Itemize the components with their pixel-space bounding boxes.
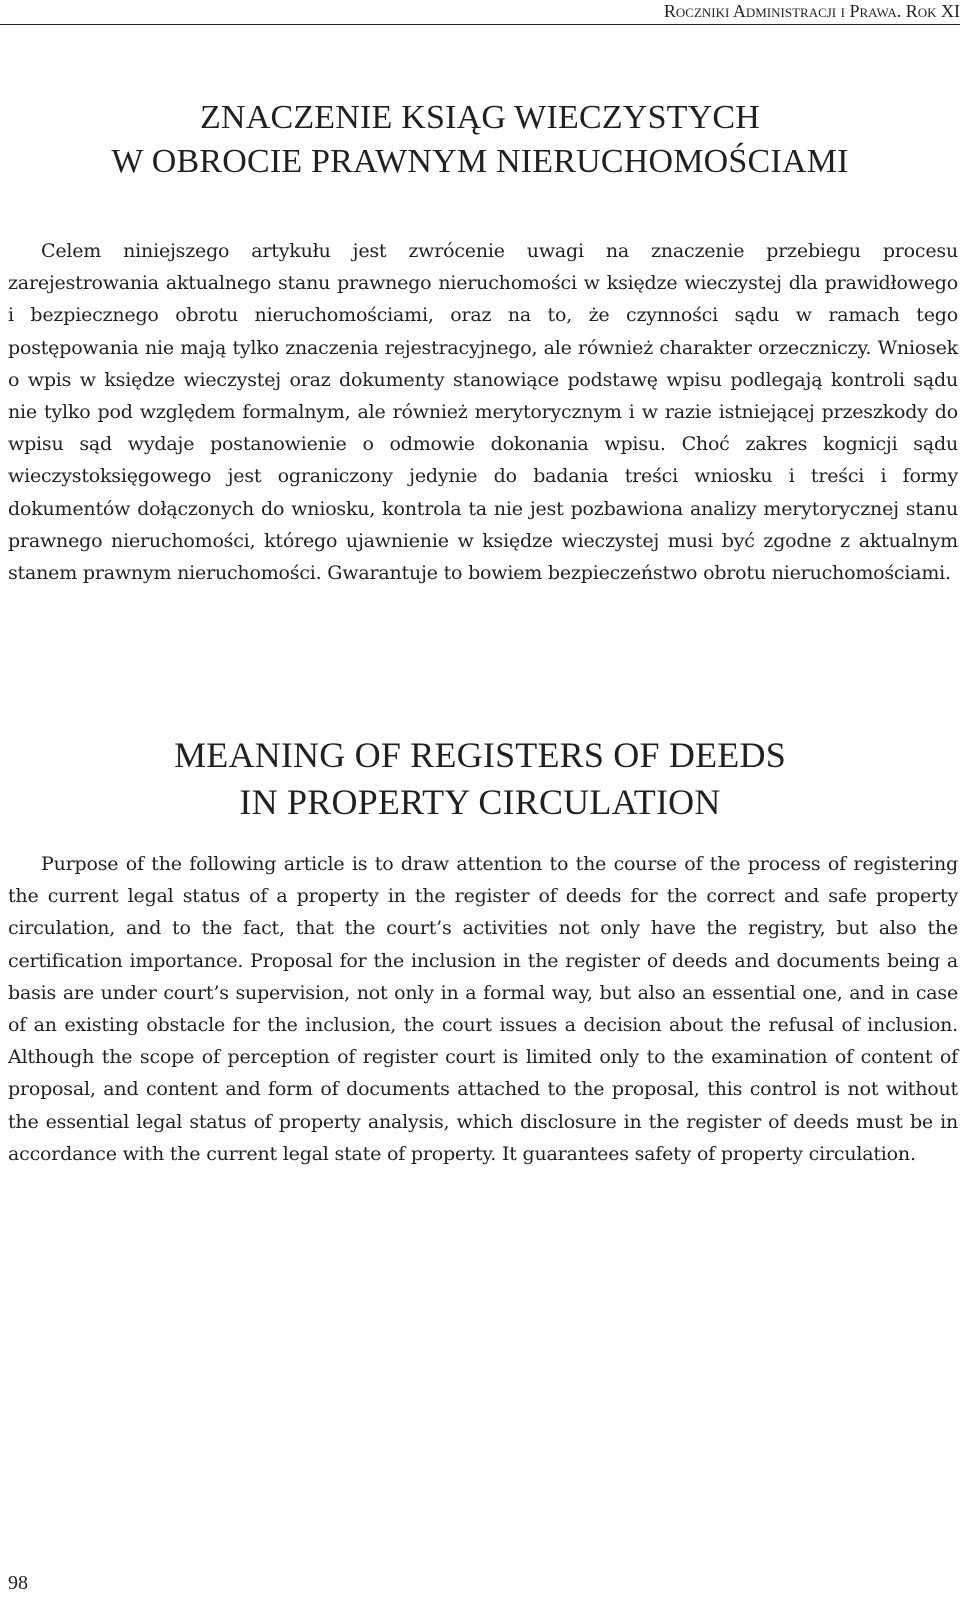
polish-title [0, 96, 960, 184]
english-title-line-2: IN PROPERTY CIRCULATION [239, 781, 721, 822]
polish-title-line-1: ZNACZENIE KSIĄG WIECZYSTYCH [199, 99, 761, 136]
running-header [0, 0, 960, 25]
polish-abstract: Celem niniejszego artykułu jest zwrócenie uwagi na znaczenie przebiegu procesu zarejestrowania aktualnego stanu prawnego nieruchomości w księdze wieczystej dla prawidłowego i bezpiecznego obrotu nieruchomościami, oraz na to, że czynności sądu w ramach tego postępowania nie mają tylko znaczenia rejestracyjnego, ale również charakter orzeczniczy. Wniosek o wpis w księdze wieczystej oraz dokumenty stanowiące podstawę wpisu podlegają kontroli sądu nie tylko pod względem formalnym, ale również merytorycznym i w razie istniejącej przeszkody do wpisu sąd wydaje postanowienie o odmowie dokonania wpisu. Choć zakres kognicji sądu wieczystoksięgowego jest ograniczony jedynie do badania treści wniosku i treści i formy dokumentów dołączonych do wniosku, kontrola ta nie jest pozbawiona analizy merytorycznej stanu prawnego nieruchomości, którego ujawnienie w księdze wieczystej musi być zgodne z aktualnym stanem prawnym nieruchomości. Gwarantuje to bowiem bezpieczeństwo obrotu nieruchomościami. [8, 240, 958, 585]
english-abstract: Purpose of the following article is to draw attention to the course of the process of registering the current legal status of a property in the register of deeds for the correct and safe property circulation, and to the fact, that the court’s activities not only have the registry, but also the certification importance. Proposal for the inclusion in the register of deeds and documents being a basis are under court’s supervision, not only in a formal way, but also an essential one, and in case of an existing obstacle for the inclusion, the court issues a decision about the refusal of inclusion. Although the scope of perception of register court is limited only to the examination of content of proposal, and content and form of documents attached to the proposal, this control is not without the essential legal status of property analysis, which disclosure in the register of deeds must be in accordance with the current legal state of property. It guarantees safety of property circulation. [8, 853, 958, 1165]
polish-title-line-2: W OBROCIE PRAWNYM NIERUCHOMOŚCIAMI [111, 143, 849, 181]
running-header-title: Roczniki Administracji i Prawa. Rok XI [663, 1, 960, 21]
english-title [0, 732, 960, 826]
english-title-line-1: MEANING OF REGISTERS OF DEEDS [174, 735, 786, 775]
page-number: 98 [8, 1572, 28, 1594]
